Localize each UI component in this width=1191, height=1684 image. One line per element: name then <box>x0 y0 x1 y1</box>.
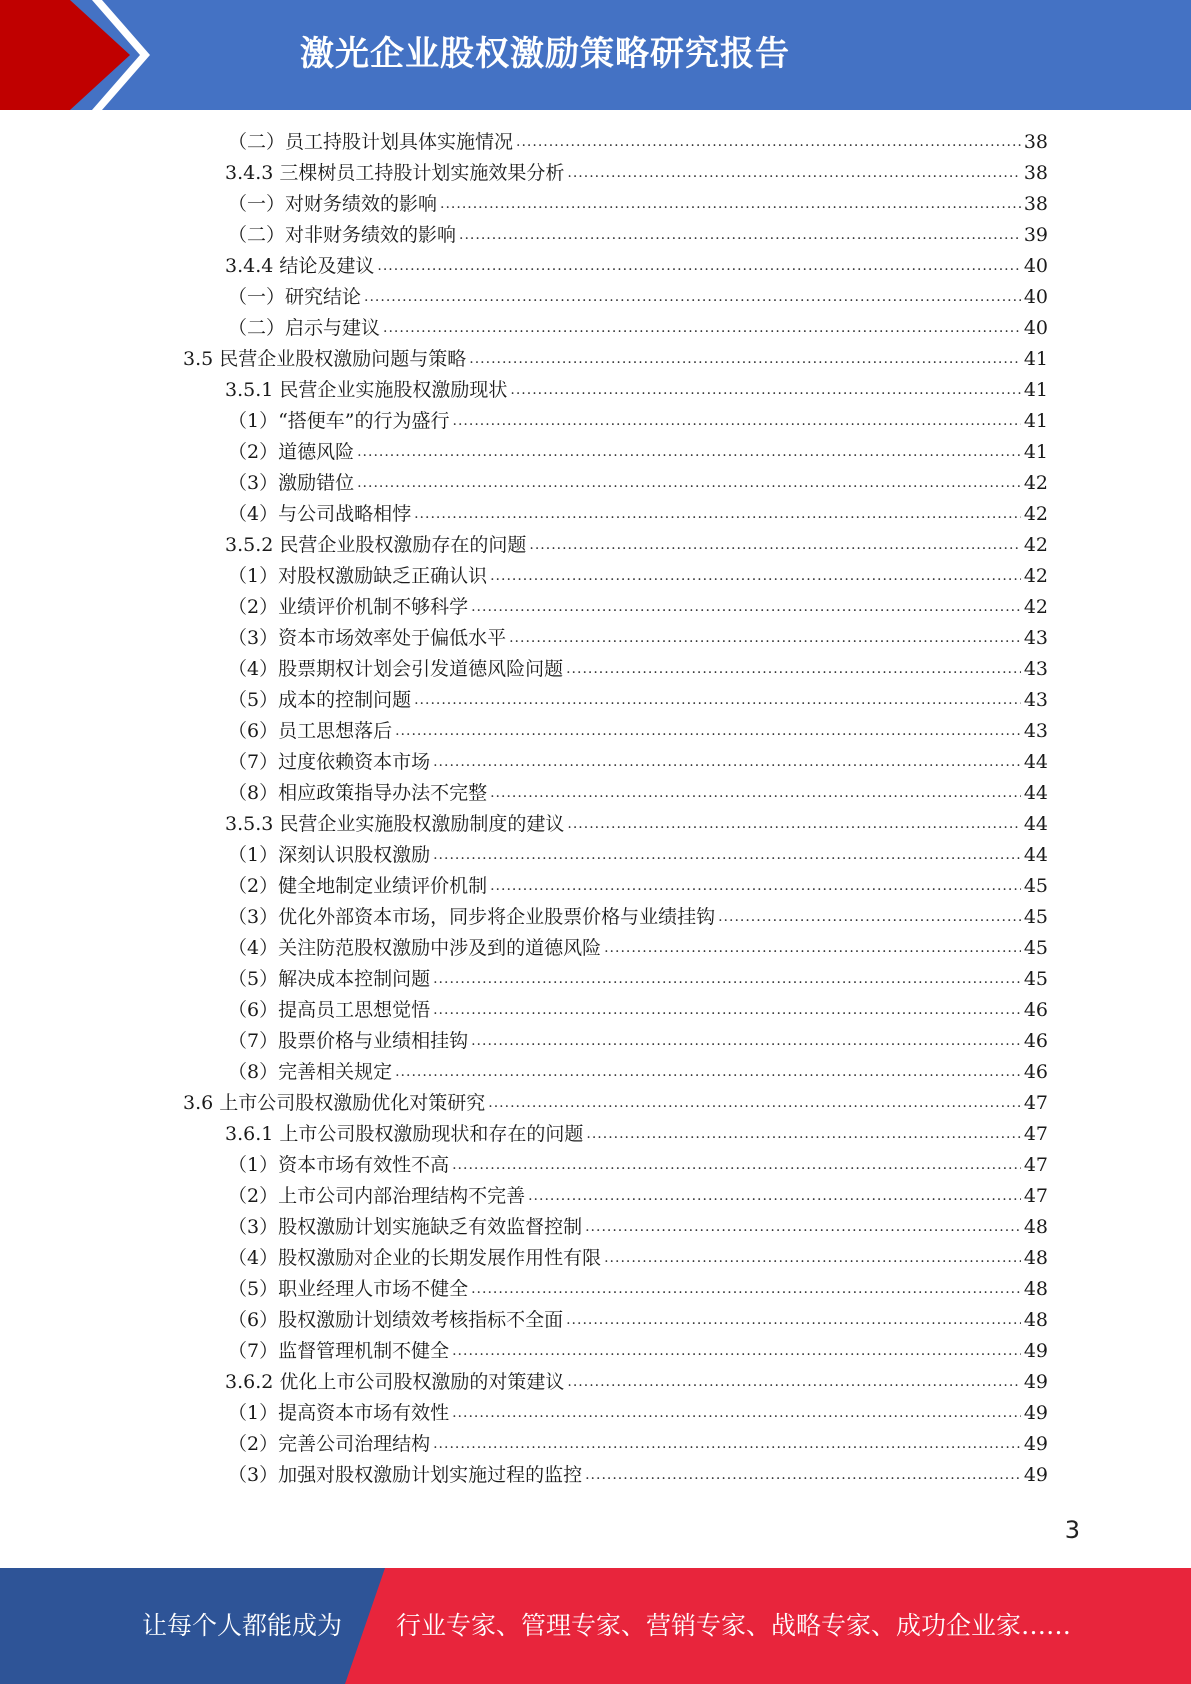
toc-entry[interactable] <box>228 902 1048 933</box>
toc-entry-page: 42 <box>1023 596 1048 618</box>
toc-entry-page: 49 <box>1023 1433 1048 1455</box>
toc-entry-page: 40 <box>1023 317 1048 339</box>
toc-entry-label: （6）员工思想落后 <box>228 720 393 742</box>
toc-entry-page: 47 <box>1023 1154 1048 1176</box>
toc-dot-leader <box>566 654 1021 685</box>
toc-dot-leader <box>585 1212 1021 1243</box>
toc-entry[interactable] <box>228 1274 1048 1305</box>
toc-entry-label: 3.4.3 三棵树员工持股计划实施效果分析 <box>225 162 565 184</box>
toc-entry-page: 49 <box>1023 1371 1048 1393</box>
toc-entry-label: （3）加强对股权激励计划实施过程的监控 <box>228 1464 583 1486</box>
toc-entry[interactable] <box>228 840 1048 871</box>
toc-entry[interactable] <box>225 375 1048 406</box>
toc-dot-leader <box>433 1429 1021 1460</box>
toc-dot-leader <box>471 592 1021 623</box>
toc-entry-page: 44 <box>1023 813 1048 835</box>
toc-entry[interactable] <box>228 437 1048 468</box>
toc-entry[interactable] <box>225 530 1048 561</box>
toc-dot-leader <box>357 437 1021 468</box>
toc-dot-leader <box>414 685 1021 716</box>
toc-entry[interactable] <box>225 1367 1048 1398</box>
toc-entry-label: （6）提高员工思想觉悟 <box>228 999 431 1021</box>
toc-entry-label: （7）股票价格与业绩相挂钩 <box>228 1030 469 1052</box>
toc-entry[interactable] <box>228 654 1048 685</box>
toc-dot-leader <box>440 189 1021 220</box>
toc-entry-label: （5）解决成本控制问题 <box>228 968 431 990</box>
toc-entry[interactable] <box>228 220 1048 251</box>
toc-entry-page: 42 <box>1023 534 1048 556</box>
toc-entry[interactable] <box>228 592 1048 623</box>
toc-entry-page: 47 <box>1023 1092 1048 1114</box>
toc-dot-leader <box>459 220 1021 251</box>
toc-entry-page: 44 <box>1023 751 1048 773</box>
toc-entry-page: 41 <box>1023 441 1048 463</box>
toc-entry[interactable] <box>228 1336 1048 1367</box>
toc-entry-page: 48 <box>1023 1247 1048 1269</box>
toc-entry[interactable] <box>228 468 1048 499</box>
toc-entry[interactable] <box>228 716 1048 747</box>
toc-dot-leader <box>509 623 1021 654</box>
toc-entry-page: 38 <box>1023 162 1048 184</box>
toc-entry[interactable] <box>228 189 1048 220</box>
toc-entry[interactable] <box>228 127 1048 158</box>
toc-dot-leader <box>395 716 1021 747</box>
toc-entry-label: （1）对股权激励缺乏正确认识 <box>228 565 488 587</box>
toc-entry-page: 49 <box>1023 1340 1048 1362</box>
toc-dot-leader <box>604 933 1021 964</box>
toc-entry-page: 38 <box>1023 131 1048 153</box>
toc-entry-label: 3.5.1 民营企业实施股权激励现状 <box>225 379 508 401</box>
toc-entry-label: （2）上市公司内部治理结构不完善 <box>228 1185 526 1207</box>
toc-entry-label: 3.6 上市公司股权激励优化对策研究 <box>183 1092 486 1114</box>
toc-entry-label: （4）股权激励对企业的长期发展作用性有限 <box>228 1247 602 1269</box>
toc-entry-page: 39 <box>1023 224 1048 246</box>
toc-entry[interactable] <box>228 1181 1048 1212</box>
toc-entry[interactable] <box>228 1305 1048 1336</box>
toc-entry-label: （2）完善公司治理结构 <box>228 1433 431 1455</box>
page-footer <box>0 1568 1191 1684</box>
toc-entry-page: 43 <box>1023 689 1048 711</box>
toc-dot-leader <box>529 530 1020 561</box>
toc-entry-label: 3.5.3 民营企业实施股权激励制度的建议 <box>225 813 565 835</box>
toc-dot-leader <box>452 1150 1021 1181</box>
toc-entry-label: （一）研究结论 <box>228 286 362 308</box>
toc-entry-label: （一）对财务绩效的影响 <box>228 193 438 215</box>
toc-entry[interactable] <box>183 1088 1048 1119</box>
toc-entry-page: 47 <box>1023 1185 1048 1207</box>
toc-entry[interactable] <box>228 1460 1048 1491</box>
toc-entry-label: （5）职业经理人市场不健全 <box>228 1278 469 1300</box>
toc-dot-leader <box>433 995 1021 1026</box>
toc-entry-label: （8）完善相关规定 <box>228 1061 393 1083</box>
toc-entry[interactable] <box>228 747 1048 778</box>
toc-dot-leader <box>567 158 1020 189</box>
toc-entry-label: （4）关注防范股权激励中涉及到的道德风险 <box>228 937 602 959</box>
toc-entry-page: 40 <box>1023 255 1048 277</box>
toc-entry-label: 3.6.2 优化上市公司股权激励的对策建议 <box>225 1371 565 1393</box>
toc-entry-page: 44 <box>1023 844 1048 866</box>
toc-entry[interactable] <box>228 1429 1048 1460</box>
toc-dot-leader <box>453 406 1021 437</box>
toc-entry[interactable] <box>228 406 1048 437</box>
toc-dot-leader <box>718 902 1021 933</box>
toc-entry-page: 43 <box>1023 627 1048 649</box>
toc-dot-leader <box>433 747 1021 778</box>
toc-entry-page: 48 <box>1023 1278 1048 1300</box>
toc-entry-page: 48 <box>1023 1309 1048 1331</box>
toc-entry[interactable] <box>228 1398 1048 1429</box>
toc-entry-label: （二）启示与建议 <box>228 317 381 339</box>
toc-entry[interactable] <box>228 871 1048 902</box>
toc-dot-leader <box>516 127 1021 158</box>
toc-dot-leader <box>490 561 1021 592</box>
toc-dot-leader <box>395 1057 1021 1088</box>
toc-entry[interactable] <box>228 1243 1048 1274</box>
toc-entry-label: （1）深刻认识股权激励 <box>228 844 431 866</box>
toc-entry-page: 47 <box>1023 1123 1048 1145</box>
page-header <box>0 0 1191 110</box>
toc-entry-label: （1）提高资本市场有效性 <box>228 1402 450 1424</box>
toc-entry-label: （8）相应政策指导办法不完整 <box>228 782 488 804</box>
toc-entry-label: （3）优化外部资本市场，同步将企业股票价格与业绩挂钩 <box>228 906 716 928</box>
toc-entry-label: （1）“搭便车”的行为盛行 <box>228 410 450 432</box>
toc-entry[interactable] <box>225 809 1048 840</box>
toc-entry-label: （4）股票期权计划会引发道德风险问题 <box>228 658 564 680</box>
toc-entry-page: 41 <box>1023 348 1048 370</box>
toc-entry-page: 41 <box>1023 379 1048 401</box>
toc-entry[interactable] <box>228 282 1048 313</box>
toc-dot-leader <box>567 1367 1020 1398</box>
page-number: 3 <box>1064 1516 1080 1544</box>
toc-entry[interactable] <box>225 251 1048 282</box>
toc-entry-page: 38 <box>1023 193 1048 215</box>
toc-entry-page: 46 <box>1023 1030 1048 1052</box>
toc-entry-page: 42 <box>1023 565 1048 587</box>
toc-entry[interactable] <box>228 313 1048 344</box>
toc-entry-label: 3.5.2 民营企业股权激励存在的问题 <box>225 534 527 556</box>
toc-entry-page: 49 <box>1023 1464 1048 1486</box>
toc-entry-page: 44 <box>1023 782 1048 804</box>
toc-dot-leader <box>433 964 1021 995</box>
toc-dot-leader <box>452 1398 1021 1429</box>
toc-dot-leader <box>414 499 1021 530</box>
toc-entry-label: （二）员工持股计划具体实施情况 <box>228 131 514 153</box>
toc-dot-leader <box>383 313 1021 344</box>
toc-entry[interactable] <box>228 933 1048 964</box>
toc-entry-label: （1）资本市场有效性不高 <box>228 1154 450 1176</box>
toc-dot-leader <box>604 1243 1021 1274</box>
toc-dot-leader <box>364 282 1021 313</box>
toc-dot-leader <box>490 778 1021 809</box>
toc-entry-label: （5）成本的控制问题 <box>228 689 412 711</box>
toc-dot-leader <box>585 1460 1021 1491</box>
toc-entry-page: 45 <box>1023 968 1048 990</box>
toc-entry[interactable] <box>228 1150 1048 1181</box>
toc-entry[interactable] <box>228 685 1048 716</box>
toc-entry-label: （3）激励错位 <box>228 472 355 494</box>
toc-dot-leader <box>586 1119 1020 1150</box>
toc-entry-label: （2）道德风险 <box>228 441 355 463</box>
toc-entry[interactable] <box>228 1212 1048 1243</box>
toc-entry[interactable] <box>228 1026 1048 1057</box>
toc-entry[interactable] <box>183 344 1048 375</box>
report-title: 激光企业股权激励策略研究报告 <box>300 34 790 74</box>
footer-slogan-left: 让每个人都能成为 <box>142 1611 343 1640</box>
header-red-arrow <box>0 0 160 110</box>
toc-entry[interactable] <box>228 623 1048 654</box>
toc-entry-page: 43 <box>1023 720 1048 742</box>
toc-entry[interactable] <box>228 964 1048 995</box>
toc-entry-label: 3.4.4 结论及建议 <box>225 255 375 277</box>
toc-entry[interactable] <box>225 1119 1048 1150</box>
toc-entry-label: 3.5 民营企业股权激励问题与策略 <box>183 348 467 370</box>
toc-entry-page: 49 <box>1023 1402 1048 1424</box>
toc-dot-leader <box>566 1305 1021 1336</box>
toc-entry-label: （6）股权激励计划绩效考核指标不全面 <box>228 1309 564 1331</box>
toc-dot-leader <box>471 1026 1021 1057</box>
toc-dot-leader <box>471 1274 1021 1305</box>
toc-entry-page: 45 <box>1023 875 1048 897</box>
toc-entry-page: 41 <box>1023 410 1048 432</box>
toc-dot-leader <box>510 375 1020 406</box>
toc-dot-leader <box>433 840 1021 871</box>
toc-entry-page: 46 <box>1023 1061 1048 1083</box>
toc-entry[interactable] <box>228 995 1048 1026</box>
toc-entry-page: 46 <box>1023 999 1048 1021</box>
toc-entry[interactable] <box>228 778 1048 809</box>
toc-dot-leader <box>488 1088 1021 1119</box>
toc-dot-leader <box>469 344 1021 375</box>
toc-entry-page: 45 <box>1023 937 1048 959</box>
toc-dot-leader <box>452 1336 1021 1367</box>
toc-entry-label: （2）健全地制定业绩评价机制 <box>228 875 488 897</box>
toc-dot-leader <box>528 1181 1021 1212</box>
toc-dot-leader <box>490 871 1021 902</box>
toc-dot-leader <box>357 468 1021 499</box>
toc-entry-label: （3）股权激励计划实施缺乏有效监督控制 <box>228 1216 583 1238</box>
toc-entry-label: （7）过度依赖资本市场 <box>228 751 431 773</box>
toc-entry-page: 42 <box>1023 503 1048 525</box>
toc-entry[interactable] <box>225 158 1048 189</box>
toc-entry-label: （二）对非财务绩效的影响 <box>228 224 457 246</box>
toc-entry-page: 40 <box>1023 286 1048 308</box>
toc-entry-label: （3）资本市场效率处于偏低水平 <box>228 627 507 649</box>
toc-dot-leader <box>567 809 1020 840</box>
footer-slogan-right: 行业专家、管理专家、营销专家、战略专家、成功企业家…… <box>396 1611 1072 1640</box>
toc-entry-label: 3.6.1 上市公司股权激励现状和存在的问题 <box>225 1123 584 1145</box>
toc-entry-label: （7）监督管理机制不健全 <box>228 1340 450 1362</box>
toc-entry[interactable] <box>228 1057 1048 1088</box>
toc-entry[interactable] <box>228 561 1048 592</box>
toc-entry-page: 45 <box>1023 906 1048 928</box>
toc-entry-label: （2）业绩评价机制不够科学 <box>228 596 469 618</box>
toc-entry-label: （4）与公司战略相悖 <box>228 503 412 525</box>
toc-entry[interactable] <box>228 499 1048 530</box>
toc-entry-page: 48 <box>1023 1216 1048 1238</box>
toc-entry-page: 42 <box>1023 472 1048 494</box>
toc-entry-page: 43 <box>1023 658 1048 680</box>
toc-dot-leader <box>377 251 1020 282</box>
